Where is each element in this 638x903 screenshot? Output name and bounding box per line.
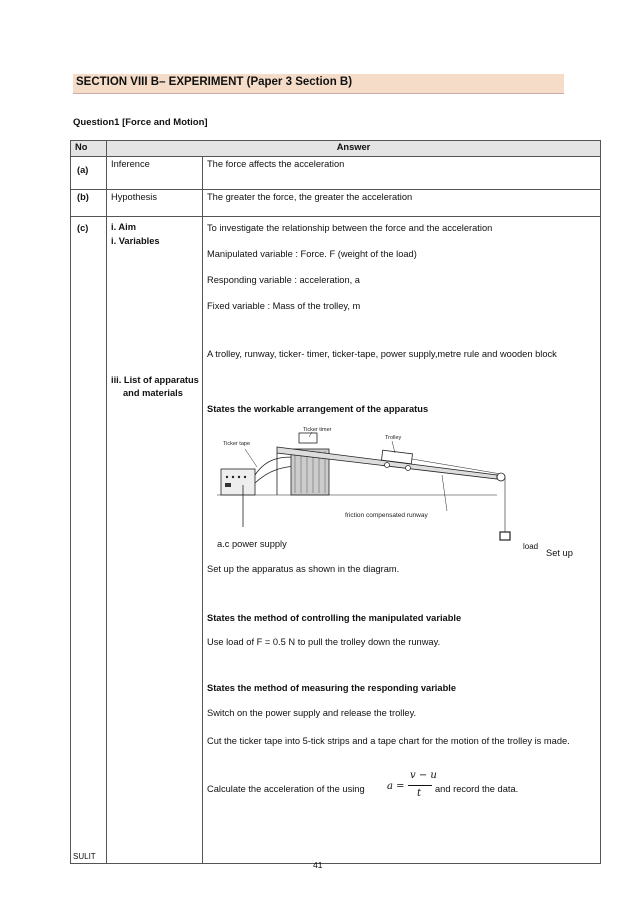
calc-after-text: and record the data. — [435, 784, 519, 794]
calc-text: Calculate the acceleration of the using — [207, 784, 365, 794]
row-label: Inference — [107, 157, 203, 190]
aim-text: To investigate the relationship between the force and the acceleration — [207, 223, 493, 233]
aim-label: i. Aim — [111, 222, 136, 232]
section-title: SECTION VIII B– EXPERIMENT (Paper 3 Section B) — [76, 76, 353, 88]
apparatus-label: iii. List of apparatus — [111, 375, 199, 385]
row-number: (b) — [71, 190, 107, 217]
row-answer: The greater the force, the greater the acceleration — [203, 190, 601, 217]
fixed-variable: Fixed variable : Mass of the trolley, m — [207, 301, 361, 311]
manipulated-variable: Manipulated variable : Force. F (weight of the load) — [207, 249, 417, 259]
page-number: 41 — [313, 860, 323, 870]
control-text: Use load of F = 0.5 N to pull the trolley down the runway. — [207, 637, 441, 647]
load-mass — [500, 532, 510, 540]
arrangement-heading: States the workable arrangement of the apparatus — [207, 404, 429, 414]
formula-numerator: v − u — [410, 770, 437, 781]
measure-text-2: Cut the ticker tape into 5-tick strips and a tape chart for the motion of the trolley is made. — [207, 736, 570, 746]
question-title: Question1 [Force and Motion] — [73, 117, 208, 128]
table-row — [71, 190, 601, 217]
row-labels — [107, 217, 203, 864]
footer-sulit: SULIT — [73, 852, 96, 861]
section-heading-bar — [73, 74, 564, 94]
label-power-supply: a.c power supply — [217, 539, 287, 549]
fraction-bar — [408, 785, 432, 786]
formula-lhs: a = — [387, 781, 405, 792]
label-ticker-timer: Ticker timer — [303, 427, 332, 433]
row-answer — [203, 217, 601, 864]
apparatus-label-line2: and materials — [123, 388, 183, 398]
ticker-timer-box — [221, 469, 255, 495]
setup-mark: Set up — [546, 548, 573, 558]
measure-heading: States the method of measuring the responding variable — [207, 683, 456, 693]
measure-text-1: Switch on the power supply and release the trolley. — [207, 708, 417, 718]
row-label: Hypothesis — [107, 190, 203, 217]
row-number: (a) — [71, 157, 107, 190]
label-ticker-tape: Ticker tape — [223, 441, 251, 447]
header-no: No — [71, 141, 107, 157]
formula-denominator: t — [417, 788, 422, 799]
pulley — [497, 473, 505, 481]
row-number: (c) — [71, 217, 107, 864]
responding-variable: Responding variable : acceleration, a — [207, 275, 360, 285]
setup-text: Set up the apparatus as shown in the diagram. — [207, 564, 400, 574]
table-header-row — [71, 141, 601, 157]
control-heading: States the method of controlling the manipulated variable — [207, 613, 462, 623]
header-answer: Answer — [107, 141, 601, 157]
variables-label: i. Variables — [111, 236, 160, 246]
table-row — [71, 217, 601, 864]
apparatus-diagram — [217, 427, 517, 552]
answer-table — [70, 140, 601, 864]
label-trolley: Trolley — [385, 435, 402, 441]
label-load: load — [523, 542, 539, 551]
apparatus-list: A trolley, runway, ticker- timer, ticker-tape, power supply,metre rule and wooden block — [207, 349, 557, 359]
row-answer: The force affects the acceleration — [203, 157, 601, 190]
label-runway: friction compensated runway — [345, 512, 428, 519]
table-row — [71, 157, 601, 190]
